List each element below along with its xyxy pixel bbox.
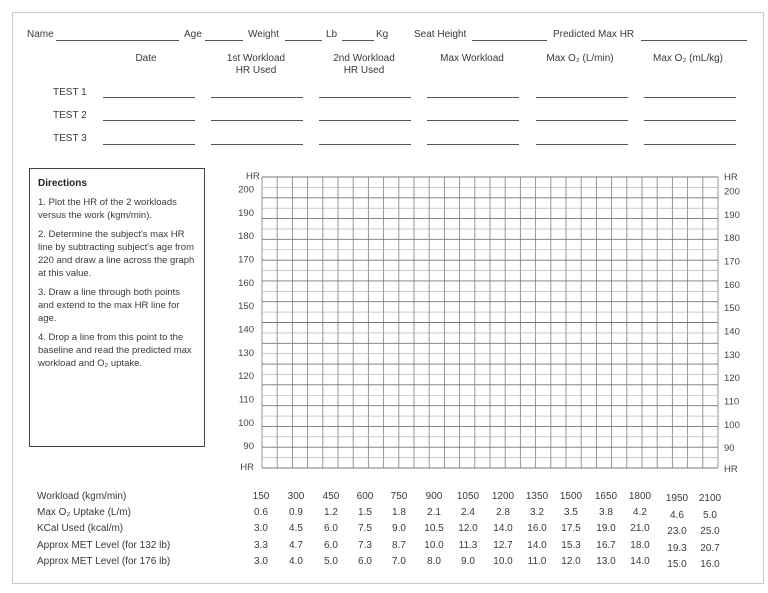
data-cell: 150 bbox=[252, 491, 270, 502]
data-cell: 1500 bbox=[559, 491, 583, 502]
y-tick-label-right: 180 bbox=[724, 233, 740, 245]
data-cell: 2100 bbox=[698, 493, 722, 504]
col-header-max-o2-lmin: Max O₂ (L/min) bbox=[546, 53, 614, 64]
data-cell: 3.2 bbox=[530, 507, 544, 518]
data-cell: 0.6 bbox=[254, 507, 268, 518]
data-cell: 7.3 bbox=[358, 540, 372, 551]
y-tick-label-right: 110 bbox=[724, 396, 740, 408]
data-cell: 6.0 bbox=[324, 540, 338, 551]
y-tick-label-left: 130 bbox=[238, 347, 254, 359]
data-cell: 7.5 bbox=[358, 523, 372, 534]
data-cell: 1800 bbox=[628, 491, 652, 502]
data-cell: 3.3 bbox=[254, 540, 268, 551]
data-cell: 2.8 bbox=[496, 507, 510, 518]
data-row-label: KCal Used (kcal/m) bbox=[37, 523, 124, 534]
data-cell: 23.0 bbox=[667, 526, 687, 537]
y-tick-label-right: 90 bbox=[724, 443, 735, 455]
data-cell: 6.0 bbox=[358, 556, 372, 567]
direction-step: 1. Plot the HR of the 2 workloads versus the work (kgm/min). bbox=[38, 197, 177, 221]
y-tick-label-right: 130 bbox=[724, 349, 740, 361]
y-tick-label-right: 170 bbox=[724, 256, 740, 268]
hr-axis-label-bottom-right: HR bbox=[724, 464, 738, 475]
data-cell: 12.0 bbox=[561, 556, 581, 567]
direction-step: 4. Drop a line from this point to the baseline and read the predicted max workload and O₂ uptake. bbox=[38, 332, 192, 369]
data-cell: 300 bbox=[287, 491, 305, 502]
data-cell: 12.0 bbox=[458, 523, 478, 534]
data-cell: 14.0 bbox=[527, 540, 547, 551]
data-cell: 25.0 bbox=[700, 526, 720, 537]
lb-label: Lb bbox=[326, 29, 338, 40]
data-cell: 14.0 bbox=[493, 523, 513, 534]
y-tick-label-right: 100 bbox=[724, 419, 740, 431]
data-cell: 19.0 bbox=[596, 523, 616, 534]
data-cell: 3.0 bbox=[254, 556, 268, 567]
data-cell: 3.5 bbox=[564, 507, 578, 518]
data-cell: 1.5 bbox=[358, 507, 372, 518]
y-tick-label-right: 190 bbox=[724, 209, 740, 221]
data-cell: 4.2 bbox=[633, 507, 647, 518]
data-cell: 7.0 bbox=[392, 556, 406, 567]
directions-title: Directions bbox=[38, 178, 87, 189]
data-cell: 16.7 bbox=[596, 540, 616, 551]
data-cell: 5.0 bbox=[703, 510, 717, 521]
data-cell: 600 bbox=[356, 491, 374, 502]
test-row-label: TEST 1 bbox=[53, 87, 87, 98]
col-header-2nd-workload: 2nd Workload HR Used bbox=[333, 53, 395, 76]
data-row-label: Workload (kgm/min) bbox=[37, 491, 127, 502]
test-row-label: TEST 2 bbox=[53, 110, 87, 121]
y-tick-label-left: 110 bbox=[238, 394, 254, 406]
y-tick-label-left: 170 bbox=[238, 254, 254, 266]
data-cell: 4.5 bbox=[289, 523, 303, 534]
y-tick-label-right: 160 bbox=[724, 279, 740, 291]
data-cell: 14.0 bbox=[630, 556, 650, 567]
data-cell: 13.0 bbox=[596, 556, 616, 567]
y-tick-label-right: 150 bbox=[724, 303, 740, 315]
data-cell: 8.7 bbox=[392, 540, 406, 551]
data-cell: 16.0 bbox=[527, 523, 547, 534]
data-cell: 1.2 bbox=[324, 507, 338, 518]
direction-step: 3. Draw a line through both points and extend to the max HR line for age. bbox=[38, 287, 181, 324]
data-cell: 10.5 bbox=[424, 523, 444, 534]
col-header-max-o2-mlkg: Max O₂ (mL/kg) bbox=[653, 53, 723, 64]
col-header-1st-workload: 1st Workload HR Used bbox=[226, 53, 286, 76]
data-cell: 16.0 bbox=[700, 559, 720, 570]
data-cell: 10.0 bbox=[424, 540, 444, 551]
data-cell: 15.3 bbox=[561, 540, 581, 551]
data-cell: 450 bbox=[322, 491, 340, 502]
y-tick-label-left: 160 bbox=[238, 277, 254, 289]
data-cell: 10.0 bbox=[493, 556, 513, 567]
data-cell: 20.7 bbox=[700, 543, 720, 554]
data-cell: 4.7 bbox=[289, 540, 303, 551]
y-tick-label-right: 200 bbox=[724, 186, 740, 198]
data-cell: 9.0 bbox=[461, 556, 475, 567]
data-cell: 750 bbox=[390, 491, 408, 502]
data-cell: 9.0 bbox=[392, 523, 406, 534]
data-cell: 1050 bbox=[456, 491, 480, 502]
data-cell: 2.1 bbox=[427, 507, 441, 518]
data-cell: 18.0 bbox=[630, 540, 650, 551]
direction-step: 2. Determine the subject's max HR line by subtracting subject's age from 220 and draw a line across the graph at this value. bbox=[38, 229, 195, 279]
data-cell: 19.3 bbox=[667, 543, 687, 554]
weight-label: Weight bbox=[248, 29, 279, 40]
seat-height-label: Seat Height bbox=[414, 29, 467, 40]
data-cell: 12.7 bbox=[493, 540, 513, 551]
data-cell: 4.6 bbox=[670, 510, 684, 521]
kg-label: Kg bbox=[376, 29, 389, 40]
age-label: Age bbox=[184, 29, 202, 40]
data-cell: 3.0 bbox=[254, 523, 268, 534]
data-cell: 11.3 bbox=[458, 540, 478, 551]
data-cell: 1200 bbox=[491, 491, 515, 502]
y-tick-label-right: 120 bbox=[724, 373, 740, 385]
data-cell: 11.0 bbox=[527, 556, 547, 567]
data-row-label: Approx MET Level (for 132 lb) bbox=[37, 540, 171, 551]
y-tick-label-right: 140 bbox=[724, 326, 740, 338]
data-cell: 8.0 bbox=[427, 556, 441, 567]
data-cell: 2.4 bbox=[461, 507, 475, 518]
name-label: Name bbox=[27, 29, 54, 40]
y-tick-label-left: 120 bbox=[238, 371, 254, 383]
data-cell: 17.5 bbox=[561, 523, 581, 534]
predicted-max-hr-label: Predicted Max HR bbox=[553, 29, 635, 40]
y-tick-label-left: 90 bbox=[243, 441, 254, 453]
data-cell: 6.0 bbox=[324, 523, 338, 534]
data-cell: 21.0 bbox=[630, 523, 650, 534]
data-row-label: Max O₂ Uptake (L/m) bbox=[37, 507, 131, 518]
data-cell: 1.8 bbox=[392, 507, 406, 518]
y-tick-label-left: 180 bbox=[238, 231, 254, 243]
hr-axis-label-top-right: HR bbox=[724, 172, 738, 183]
data-cell: 0.9 bbox=[289, 507, 303, 518]
data-cell: 5.0 bbox=[324, 556, 338, 567]
data-cell: 4.0 bbox=[289, 556, 303, 567]
data-cell: 900 bbox=[425, 491, 443, 502]
data-row-label: Approx MET Level (for 176 lb) bbox=[37, 556, 171, 567]
col-header-date: Date bbox=[135, 53, 157, 64]
col-header-max-workload: Max Workload bbox=[440, 53, 504, 64]
hr-axis-label-bottom-left: HR bbox=[240, 462, 254, 473]
y-tick-label-left: 200 bbox=[238, 184, 254, 196]
test-row-label: TEST 3 bbox=[53, 133, 87, 144]
y-tick-label-left: 190 bbox=[238, 207, 254, 219]
y-tick-label-left: 150 bbox=[238, 301, 254, 313]
data-cell: 1650 bbox=[594, 491, 618, 502]
y-tick-label-left: 140 bbox=[238, 324, 254, 336]
data-cell: 3.8 bbox=[599, 507, 613, 518]
data-cell: 1350 bbox=[525, 491, 549, 502]
hr-axis-label-top-left: HR bbox=[246, 171, 260, 182]
y-tick-label-left: 100 bbox=[238, 417, 254, 429]
data-cell: 1950 bbox=[665, 493, 689, 504]
data-cell: 15.0 bbox=[667, 559, 687, 570]
